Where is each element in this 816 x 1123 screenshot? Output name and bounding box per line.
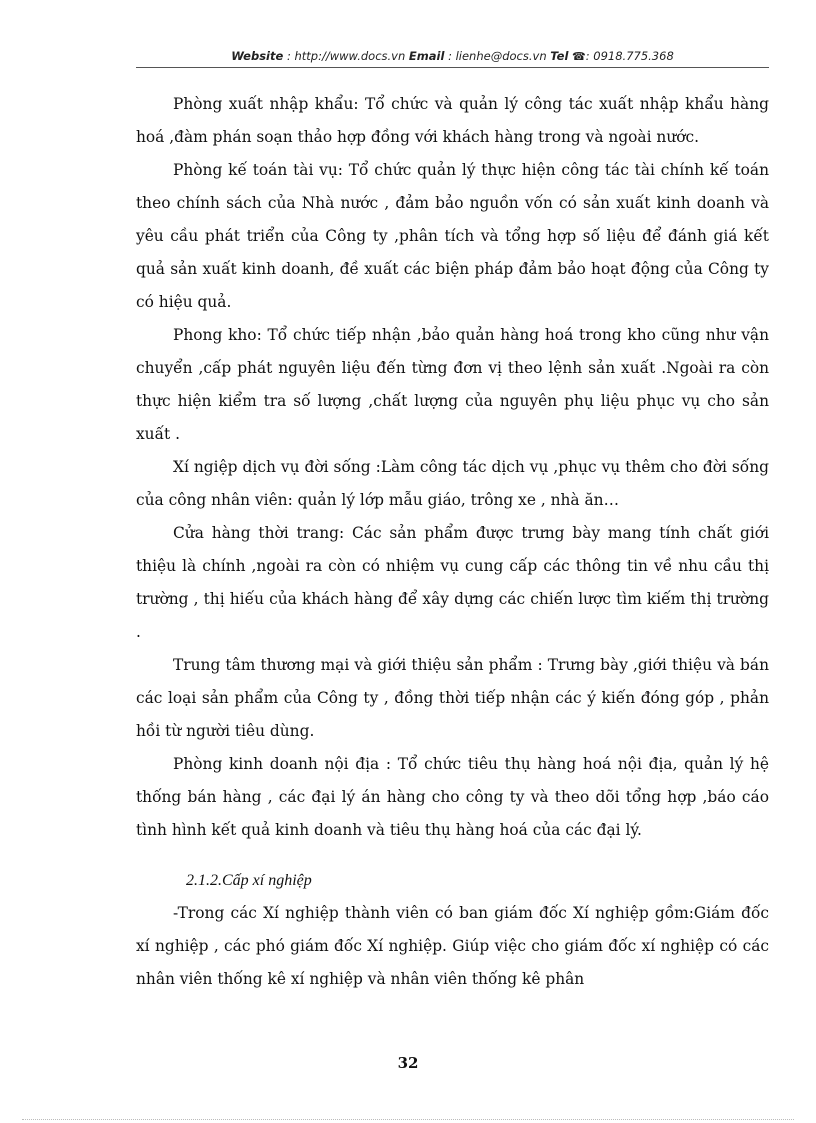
paragraph-services: Xí ngiệp dịch vụ đời sống :Làm công tác dịch vụ ,phục vụ thêm cho đời sống của công nhân viên: quản lý lớp mẫu giáo, trông xe , nhà ăn… — [136, 458, 769, 509]
tel-label: Tel — [550, 49, 569, 63]
paragraph-trade-center: Trung tâm thương mại và giới thiệu sản phẩm : Trưng bày ,giới thiệu và bán các loại sản phẩm của Công ty , đồng thời tiếp nhận các ý kiến đóng góp , phản hồi từ người tiêu dùng. — [136, 656, 769, 740]
phone-icon: ☎ — [572, 50, 586, 63]
paragraph-domestic-sales: Phòng kinh doanh nội địa : Tổ chức tiêu thụ hàng hoá nội địa, quản lý hệ thống bán hàng , các đại lý án hàng cho công ty và theo dõi tổng hợp ,báo cáo tình hình kết quả kinh doanh và tiêu thụ hàng hoá của các đại lý. — [136, 755, 769, 839]
paragraph-warehouse: Phong kho: Tổ chức tiếp nhận ,bảo quản hàng hoá trong kho cũng như vận chuyển ,cấp phát nguyên liệu đến từng đơn vị theo lệnh sản xuất .Ngoài ra còn thực hiện kiểm tra số lượng ,chất lượng của nguyên phụ liệu phục vụ cho sản xuất . — [136, 326, 769, 443]
page-header — [136, 47, 769, 68]
paragraph-fashion-store: Cửa hàng thời trang: Các sản phẩm được trưng bày mang tính chất giới thiệu là chính ,ngoài ra còn có nhiệm vụ cung cấp các thông tin về nhu cầu thị trường , thị hiếu của khách hàng để xây dựng các chiến lược tìm kiếm thị trường . — [136, 524, 769, 641]
email-value: : lienhe@docs.vn — [448, 49, 547, 63]
email-label: Email — [408, 49, 445, 63]
footer-divider — [22, 1119, 794, 1120]
page-number: 32 — [397, 1054, 419, 1072]
section-subheading: 2.1.2.Cấp xí nghiệp — [186, 872, 312, 889]
document-body — [136, 88, 769, 996]
website-value: : http://www.docs.vn — [286, 49, 406, 63]
paragraph-enterprise-level: -Trong các Xí nghiệp thành viên có ban giám đốc Xí nghiệp gồm:Giám đốc xí nghiệp , các phó giám đốc Xí nghiệp. Giúp việc cho giám đốc xí nghiệp có các nhân viên thống kê xí nghiệp và nhân viên thống kê phân — [136, 904, 769, 988]
tel-value: : 0918.775.368 — [585, 49, 674, 63]
paragraph-accounting: Phòng kế toán tài vụ: Tổ chức quản lý thực hiện công tác tài chính kế toán theo chính sách của Nhà nước , đảm bảo nguồn vốn có sản xuất kinh doanh và yêu cầu phát triển của Công ty ,phân tích và tổng hợp số liệu để đánh giá kết quả sản xuất kinh doanh, đề xuất các biện pháp đảm bảo hoạt động của Công ty có hiệu quả. — [136, 161, 769, 311]
website-label: Website — [231, 49, 284, 63]
paragraph-import-export: Phòng xuất nhập khẩu: Tổ chức và quản lý công tác xuất nhập khẩu hàng hoá ,đàm phán soạn thảo hợp đồng với khách hàng trong và ngoài nước. — [136, 95, 769, 146]
